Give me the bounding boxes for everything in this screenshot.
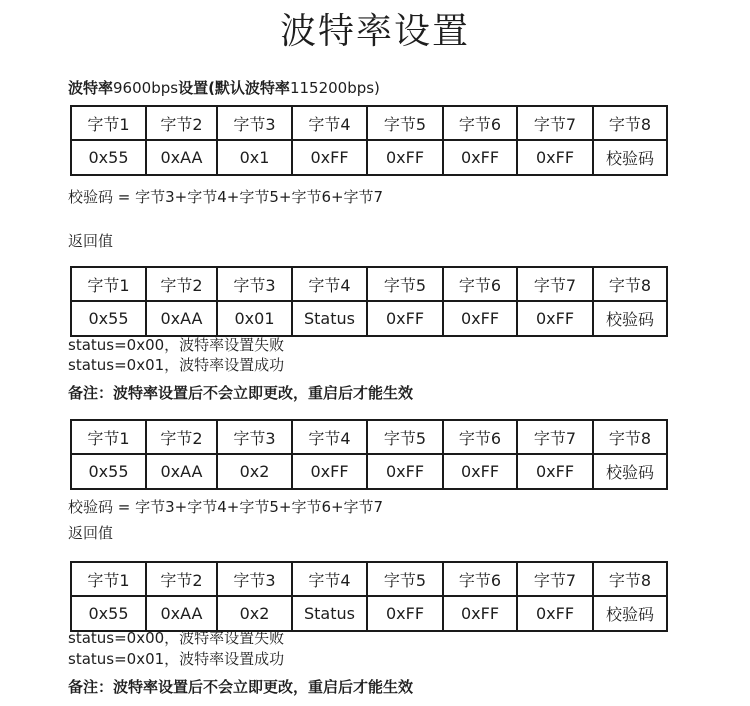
header-cell: 字节5 bbox=[367, 267, 443, 301]
heading-text: 波特率 bbox=[68, 79, 114, 97]
value-cell: 0xFF bbox=[443, 140, 517, 175]
value-cell: 0x55 bbox=[71, 301, 146, 336]
value-cell: 校验码 bbox=[593, 454, 667, 489]
header-cell: 字节6 bbox=[443, 420, 517, 454]
header-cell: 字节5 bbox=[367, 420, 443, 454]
header-cell: 字节1 bbox=[71, 420, 146, 454]
note-text: 备注：波特率设置后不会立即更改，重启后才能生效 bbox=[68, 678, 414, 696]
header-cell: 字节3 bbox=[217, 562, 292, 596]
header-cell: 字节3 bbox=[217, 267, 292, 301]
header-cell: 字节8 bbox=[593, 106, 667, 140]
value-cell: 0xFF bbox=[367, 140, 443, 175]
value-cell: 0xFF bbox=[517, 454, 593, 489]
header-cell: 字节2 bbox=[146, 106, 217, 140]
header-cell: 字节1 bbox=[71, 267, 146, 301]
value-cell: 0xFF bbox=[517, 301, 593, 336]
return-value-label: 返回值 bbox=[68, 524, 114, 542]
heading-text: 115200bps) bbox=[289, 79, 380, 97]
value-cell: 0x01 bbox=[217, 301, 292, 336]
value-cell: 0x1 bbox=[217, 140, 292, 175]
status-fail-text: status=0x00，波特率设置失败 bbox=[68, 629, 285, 647]
header-cell: 字节2 bbox=[146, 562, 217, 596]
value-cell: 0xAA bbox=[146, 454, 217, 489]
header-cell: 字节2 bbox=[146, 267, 217, 301]
page-title: 波特率设置 bbox=[279, 11, 470, 52]
header-cell: 字节3 bbox=[217, 106, 292, 140]
value-cell: 0x2 bbox=[217, 596, 292, 631]
value-cell: 0x55 bbox=[71, 454, 146, 489]
value-cell: 0x55 bbox=[71, 596, 146, 631]
command-table-9600 bbox=[70, 105, 668, 176]
value-cell: 0xFF bbox=[443, 596, 517, 631]
header-cell: 字节8 bbox=[593, 420, 667, 454]
value-cell: 0xFF bbox=[367, 454, 443, 489]
return-value-label: 返回值 bbox=[68, 232, 114, 250]
heading-text: 波特率 bbox=[244, 79, 290, 97]
value-cell: 校验码 bbox=[593, 596, 667, 631]
header-cell: 字节4 bbox=[292, 106, 367, 140]
header-cell: 字节4 bbox=[292, 562, 367, 596]
value-cell: 0x55 bbox=[71, 140, 146, 175]
checksum-formula: 校验码 = 字节3+字节4+字节5+字节6+字节7 bbox=[68, 188, 384, 206]
command-table-second bbox=[70, 419, 668, 490]
header-cell: 字节6 bbox=[443, 106, 517, 140]
note-text: 备注：波特率设置后不会立即更改，重启后才能生效 bbox=[68, 384, 414, 402]
header-cell: 字节5 bbox=[367, 562, 443, 596]
header-cell: 字节3 bbox=[217, 420, 292, 454]
value-cell: 0xAA bbox=[146, 596, 217, 631]
header-cell: 字节6 bbox=[443, 267, 517, 301]
header-cell: 字节2 bbox=[146, 420, 217, 454]
header-cell: 字节8 bbox=[593, 562, 667, 596]
status-success-text: status=0x01，波特率设置成功 bbox=[68, 356, 285, 374]
section-heading-9600 bbox=[68, 78, 380, 98]
value-cell: 0xFF bbox=[443, 301, 517, 336]
value-cell: Status bbox=[292, 596, 367, 631]
value-cell: 0xFF bbox=[517, 140, 593, 175]
header-cell: 字节1 bbox=[71, 562, 146, 596]
heading-text: 9600bps bbox=[113, 79, 179, 97]
value-cell: 0xFF bbox=[292, 454, 367, 489]
header-cell: 字节8 bbox=[593, 267, 667, 301]
header-cell: 字节6 bbox=[443, 562, 517, 596]
header-cell: 字节4 bbox=[292, 420, 367, 454]
status-success-text: status=0x01，波特率设置成功 bbox=[68, 650, 285, 668]
response-table-9600 bbox=[70, 266, 668, 337]
heading-text: 设置(默认 bbox=[178, 79, 245, 97]
value-cell: 0xFF bbox=[367, 596, 443, 631]
header-cell: 字节4 bbox=[292, 267, 367, 301]
header-cell: 字节7 bbox=[517, 267, 593, 301]
value-cell: 0xAA bbox=[146, 301, 217, 336]
response-table-second bbox=[70, 561, 668, 632]
header-cell: 字节7 bbox=[517, 106, 593, 140]
header-cell: 字节1 bbox=[71, 106, 146, 140]
value-cell: 0xFF bbox=[443, 454, 517, 489]
value-cell: Status bbox=[292, 301, 367, 336]
value-cell: 0x2 bbox=[217, 454, 292, 489]
value-cell: 0xFF bbox=[292, 140, 367, 175]
value-cell: 校验码 bbox=[593, 301, 667, 336]
header-cell: 字节7 bbox=[517, 420, 593, 454]
checksum-formula: 校验码 = 字节3+字节4+字节5+字节6+字节7 bbox=[68, 498, 384, 516]
header-cell: 字节7 bbox=[517, 562, 593, 596]
value-cell: 0xFF bbox=[367, 301, 443, 336]
value-cell: 0xAA bbox=[146, 140, 217, 175]
value-cell: 0xFF bbox=[517, 596, 593, 631]
header-cell: 字节5 bbox=[367, 106, 443, 140]
status-fail-text: status=0x00，波特率设置失败 bbox=[68, 336, 285, 354]
value-cell: 校验码 bbox=[593, 140, 667, 175]
